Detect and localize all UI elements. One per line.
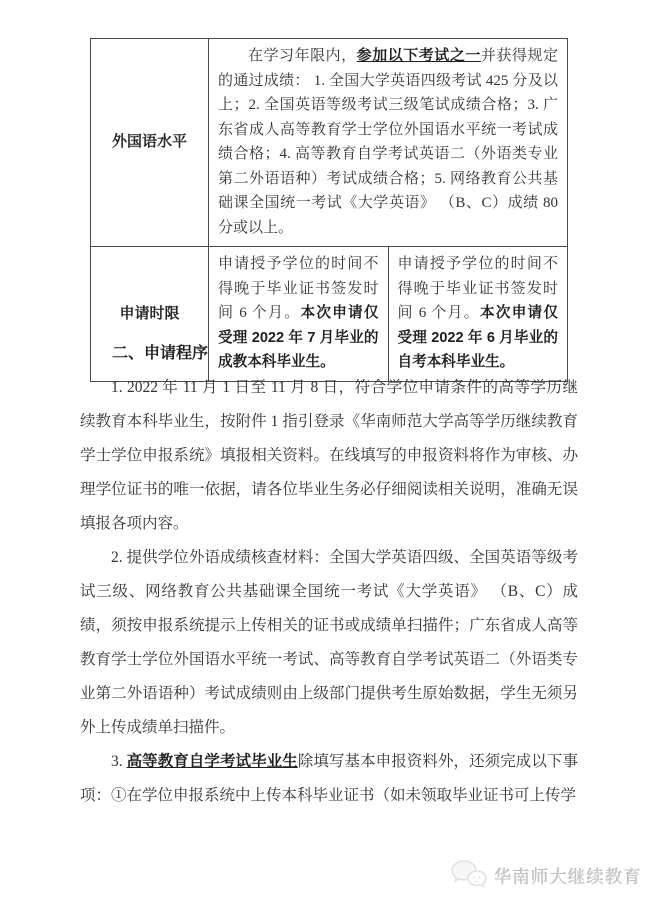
cell-text-bold: 本次申请仅受理 2022 年 6 月毕业的自考本科毕业生。 [397, 305, 558, 370]
row-header-foreign-language-level: 外国语水平 [91, 39, 209, 247]
watermark-label: 华南师大继续教育 [494, 867, 642, 887]
cell-text: 在学习年限内， [248, 48, 357, 64]
cell-text: 并获得规定的通过成绩： 1. 全国大学英语四级考试 425 分及以上；2. 全国英语等级考试三级笔试成绩合格；3. 广东省成人高等教育学士学位外国语水平统一考试成绩合格；4. 高等教育自学考试英语二（外语类专业第二外语语种）考试成绩合格；5. 网络教育公共基础课全国统一考试《大学英语》 （B、C）成绩 80 分或以上。 [218, 48, 558, 236]
section-heading-application-procedure: 二、申请程序 [112, 345, 209, 362]
document-body [80, 337, 578, 813]
paragraph-2-language-score-materials: 2. 提供学位外语成绩核查材料：全国大学英语四级、全国英语等级考试三级、网络教育公共基础课全国统一考试《大学英语》 （B、C）成绩，须按申报系统提示上传相关的证书或成绩单扫描件；广东省成人高等教育学士学位外国语水平统一考试、高等教育自学考试英语二（外语类专业第二外语语种）考试成绩则由上级部门提供考生原始数据，学生无须另外上传成绩单扫描件。 [80, 549, 578, 736]
paragraph-number: 3. [111, 753, 127, 770]
requirements-table [90, 38, 568, 382]
paragraph-1-application-dates: 1. 2022 年 11 月 1 日至 11 月 8 日，符合学位申请条件的高等学历继续教育本科毕业生，按附件 1 指引登录《华南师范大学高等学历继续教育学士学位申报系统》填报相关资料。在线填写的申报资料将作为审核、办理学位证书的唯一依据，请各位毕业生务必仔细阅读相关说明，准确无误填报各项内容。 [80, 379, 578, 532]
cell-text: 申请授予学位的时间不得晚于毕业证书签发时间 6 个月。 [218, 256, 379, 321]
foreign-language-requirements-cell [209, 39, 568, 247]
watermark [448, 859, 642, 894]
cell-text-bold: 本次申请仅受理 2022 年 7 月毕业的成教本科毕业生。 [218, 305, 379, 370]
chat-bubbles-icon [448, 859, 488, 894]
paragraph-3-self-study-graduates [80, 745, 578, 813]
cell-text: 申请授予学位的时间不得晚于毕业证书签发时间 6 个月。 [397, 256, 558, 321]
table-row-foreign-language [91, 39, 568, 247]
paragraph-text: 除填写基本申报资料外，还须完成以下事项：①在学位申报系统中上传本科毕业证书（如未领取毕业证书可上传学 [80, 753, 578, 804]
cell-text-emphasis: 参加以下考试之一 [356, 48, 481, 64]
paragraph-emphasis: 高等教育自学考试毕业生 [126, 753, 298, 770]
row-header-application-deadline: 申请时限 [91, 247, 209, 382]
